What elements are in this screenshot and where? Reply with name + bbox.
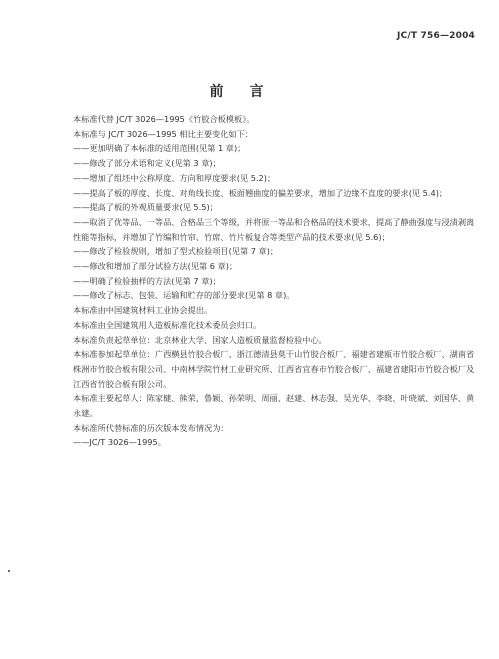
page-title: 前言 — [209, 84, 290, 100]
paragraph-proposer: 本标准由中国建筑材料工业协会提出。 — [73, 305, 213, 316]
scan-speck — [8, 570, 10, 572]
paragraph-2: 本标准与 JC/T 3026—1995 相比主要变化如下： — [73, 128, 253, 139]
history-item-1: ——JC/T 3026—1995。 — [73, 437, 166, 448]
paragraph-lead-drafter: 本标准负责起草单位：北京林业大学、国家人造板质量监督检验中心。 — [73, 334, 327, 345]
change-item-9: ——明确了检验抽样的方法(见第 7 章)； — [73, 275, 221, 286]
paragraph-participants: 本标准参加起草单位：广西横县竹胶合板厂、浙江德清县莫干山竹胶合板厂、福建省建瓯市竹胶合板厂、湖南省株洲市竹胶合板有限公司、中南林学院竹材工业研究所、江西省宜春市竹胶合板厂、福建省建阳市竹胶合板厂及江西省竹胶合板有限公司。 — [73, 349, 475, 389]
paragraph-drafters: 本标准主要起草人：陈家健、熊荣、鲁颖、孙荣明、周丽、赵建、林志强、吴光华、李晓、叶晓斌、刘国华、黄永建。 — [73, 393, 475, 419]
change-item-5: ——提高了板的外观质量要求(见 5.5)； — [73, 202, 218, 213]
change-item-3: ——增加了组坯中公称厚度、方向和厚度要求(见 5.2)； — [73, 172, 276, 183]
paragraph-history: 本标准所代替标准的历次版本发布情况为： — [73, 422, 229, 433]
change-item-4: ——提高了板的厚度、长度、对角线长度、板面翘曲度的偏差要求，增加了边缘不直度的要求(见 5.4)； — [73, 187, 448, 198]
change-item-10: ——修改了标志、包装、运输和贮存的部分要求(见第 8 章)。 — [73, 290, 295, 301]
change-item-2: ——修改了部分术语和定义(见第 3 章)； — [73, 158, 221, 169]
standard-code: JC/T 756—2004 — [397, 31, 475, 41]
paragraph-committee: 本标准由全国建筑用人造板标准化技术委员会归口。 — [73, 319, 262, 330]
paragraph-1: 本标准代替 JC/T 3026—1995《竹胶合板模板》。 — [73, 114, 255, 124]
change-item-1: ——更加明确了本标准的适用范围(见第 1 章)； — [73, 143, 246, 154]
change-item-7: ——修改了检验规则，增加了型式检验项目(见第 7 章)； — [73, 246, 279, 257]
change-item-6: ——取消了优等品、一等品、合格品三个等级，并将原一等品和合格品的技术要求，提高了静曲强度与浸渍剥离性能等指标，并增加了竹编和竹帘、竹席、竹片板复合等类型产品的技术要求(见 5.6)； — [73, 216, 475, 242]
change-item-8: ——修改和增加了部分试验方法(见第 6 章)； — [73, 261, 238, 272]
document-body — [73, 112, 477, 450]
